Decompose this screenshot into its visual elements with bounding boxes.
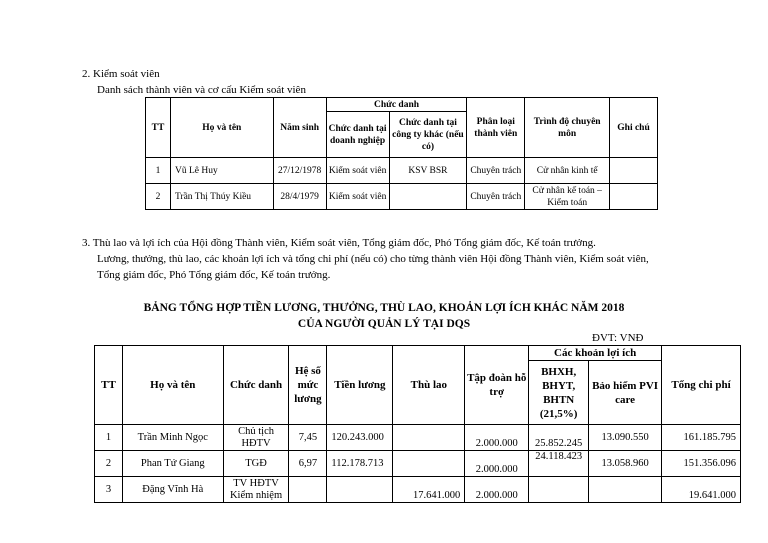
header-position: Chức danh bbox=[223, 346, 289, 425]
cell-position: TGĐ bbox=[223, 451, 289, 477]
cell-tt: 1 bbox=[146, 158, 171, 184]
cell-pos-company: Kiểm soát viên bbox=[326, 158, 389, 184]
cell-salary bbox=[327, 477, 393, 503]
header-pvi: Bảo hiểm PVI care bbox=[589, 361, 662, 425]
cell-tt: 1 bbox=[95, 425, 123, 451]
cell-pvi: 13.058.960 bbox=[589, 451, 662, 477]
unit-label: ĐVT: VNĐ bbox=[592, 332, 644, 344]
cell-pvi: 13.090.550 bbox=[589, 425, 662, 451]
cell-coef: 6,97 bbox=[289, 451, 327, 477]
header-tt: TT bbox=[95, 346, 123, 425]
cell-social-ins bbox=[529, 477, 589, 503]
cell-group-support: 2.000.000 bbox=[465, 477, 529, 503]
header-birth: Năm sinh bbox=[273, 98, 326, 158]
cell-qualification: Cử nhân kế toán – Kiểm toán bbox=[525, 184, 610, 210]
cell-birth: 27/12/1978 bbox=[273, 158, 326, 184]
cell-name: Trần Thị Thúy Kiều bbox=[170, 184, 273, 210]
cell-birth: 28/4/1979 bbox=[273, 184, 326, 210]
cell-remuneration: 17.641.000 bbox=[393, 477, 465, 503]
cell-name: Vũ Lê Huy bbox=[170, 158, 273, 184]
header-tt: TT bbox=[146, 98, 171, 158]
cell-group-support: 2.000.000 bbox=[465, 425, 529, 451]
cell-pos-other: KSV BSR bbox=[389, 158, 467, 184]
header-salary: Tiền lương bbox=[327, 346, 393, 425]
table-row bbox=[146, 158, 658, 184]
cell-remuneration bbox=[393, 425, 465, 451]
header-social-ins: BHXH, BHYT, BHTN (21,5%) bbox=[529, 361, 589, 425]
table-row bbox=[95, 451, 741, 477]
cell-name: Phan Tứ Giang bbox=[122, 451, 223, 477]
cell-pvi bbox=[589, 477, 662, 503]
cell-social-ins: 24.118.423 bbox=[529, 451, 589, 477]
section-2-heading: 2. Kiểm soát viên bbox=[82, 68, 160, 80]
header-total: Tổng chi phí bbox=[662, 346, 741, 425]
header-name: Họ và tên bbox=[122, 346, 223, 425]
section-3-line3: Tổng giám đốc, Phó Tổng giám đốc, Kế toán trưởng. bbox=[97, 269, 331, 281]
cell-salary: 120.243.000 bbox=[327, 425, 393, 451]
table2-title-line2: CỦA NGƯỜI QUẢN LÝ TẠI DQS bbox=[297, 318, 471, 330]
header-classification: Phân loại thành viên bbox=[467, 98, 525, 158]
cell-qualification: Cử nhân kinh tế bbox=[525, 158, 610, 184]
header-position-group: Chức danh bbox=[326, 98, 467, 112]
cell-tt: 3 bbox=[95, 477, 123, 503]
header-coef: Hệ số mức lương bbox=[289, 346, 327, 425]
cell-position: Chủ tịch HĐTV bbox=[223, 425, 289, 451]
header-group-support: Tập đoàn hỗ trợ bbox=[465, 346, 529, 425]
header-pos-company: Chức danh tại doanh nghiệp bbox=[326, 112, 389, 158]
cell-remuneration bbox=[393, 451, 465, 477]
section-2-subheading: Danh sách thành viên và cơ cấu Kiểm soát viên bbox=[97, 84, 306, 96]
section-3-line2: Lương, thưởng, thù lao, các khoản lợi ích và tổng chi phí (nếu có) cho từng thành viên Hội đồng Thành viên, Kiểm soát viên, bbox=[97, 253, 649, 265]
cell-total: 19.641.000 bbox=[662, 477, 741, 503]
cell-salary: 112.178.713 bbox=[327, 451, 393, 477]
header-pos-other: Chức danh tại công ty khác (nếu có) bbox=[389, 112, 467, 158]
cell-name: Đặng Vĩnh Hà bbox=[122, 477, 223, 503]
header-name: Họ và tên bbox=[170, 98, 273, 158]
table-row bbox=[146, 184, 658, 210]
cell-position: TV HĐTV Kiểm nhiệm bbox=[223, 477, 289, 503]
section-3-line1: 3. Thù lao và lợi ích của Hội đồng Thành viên, Kiểm soát viên, Tổng giám đốc, Phó Tổng giám đốc, Kế toán trưởng. bbox=[82, 237, 596, 249]
cell-tt: 2 bbox=[95, 451, 123, 477]
cell-coef bbox=[289, 477, 327, 503]
cell-classification: Chuyên trách bbox=[467, 158, 525, 184]
cell-group-support: 2.000.000 bbox=[465, 451, 529, 477]
supervisors-table bbox=[145, 97, 658, 210]
table2-title-line1: BẢNG TỔNG HỢP TIỀN LƯƠNG, THƯỞNG, THÙ LAO, KHOẢN LỢI ÍCH KHÁC NĂM 2018 bbox=[143, 302, 625, 314]
cell-tt: 2 bbox=[146, 184, 171, 210]
cell-name: Trần Minh Ngọc bbox=[122, 425, 223, 451]
header-qualification: Trình độ chuyên môn bbox=[525, 98, 610, 158]
cell-note bbox=[610, 184, 658, 210]
header-note: Ghi chú bbox=[610, 98, 658, 158]
header-benefits-group: Các khoản lợi ích bbox=[529, 346, 662, 361]
remuneration-table bbox=[94, 345, 741, 503]
cell-pos-other bbox=[389, 184, 467, 210]
table-row bbox=[95, 477, 741, 503]
table-row bbox=[95, 425, 741, 451]
cell-total: 151.356.096 bbox=[662, 451, 741, 477]
cell-social-ins: 25.852.245 bbox=[529, 425, 589, 451]
cell-note bbox=[610, 158, 658, 184]
cell-pos-company: Kiểm soát viên bbox=[326, 184, 389, 210]
cell-coef: 7,45 bbox=[289, 425, 327, 451]
cell-total: 161.185.795 bbox=[662, 425, 741, 451]
header-remuneration: Thù lao bbox=[393, 346, 465, 425]
cell-classification: Chuyên trách bbox=[467, 184, 525, 210]
